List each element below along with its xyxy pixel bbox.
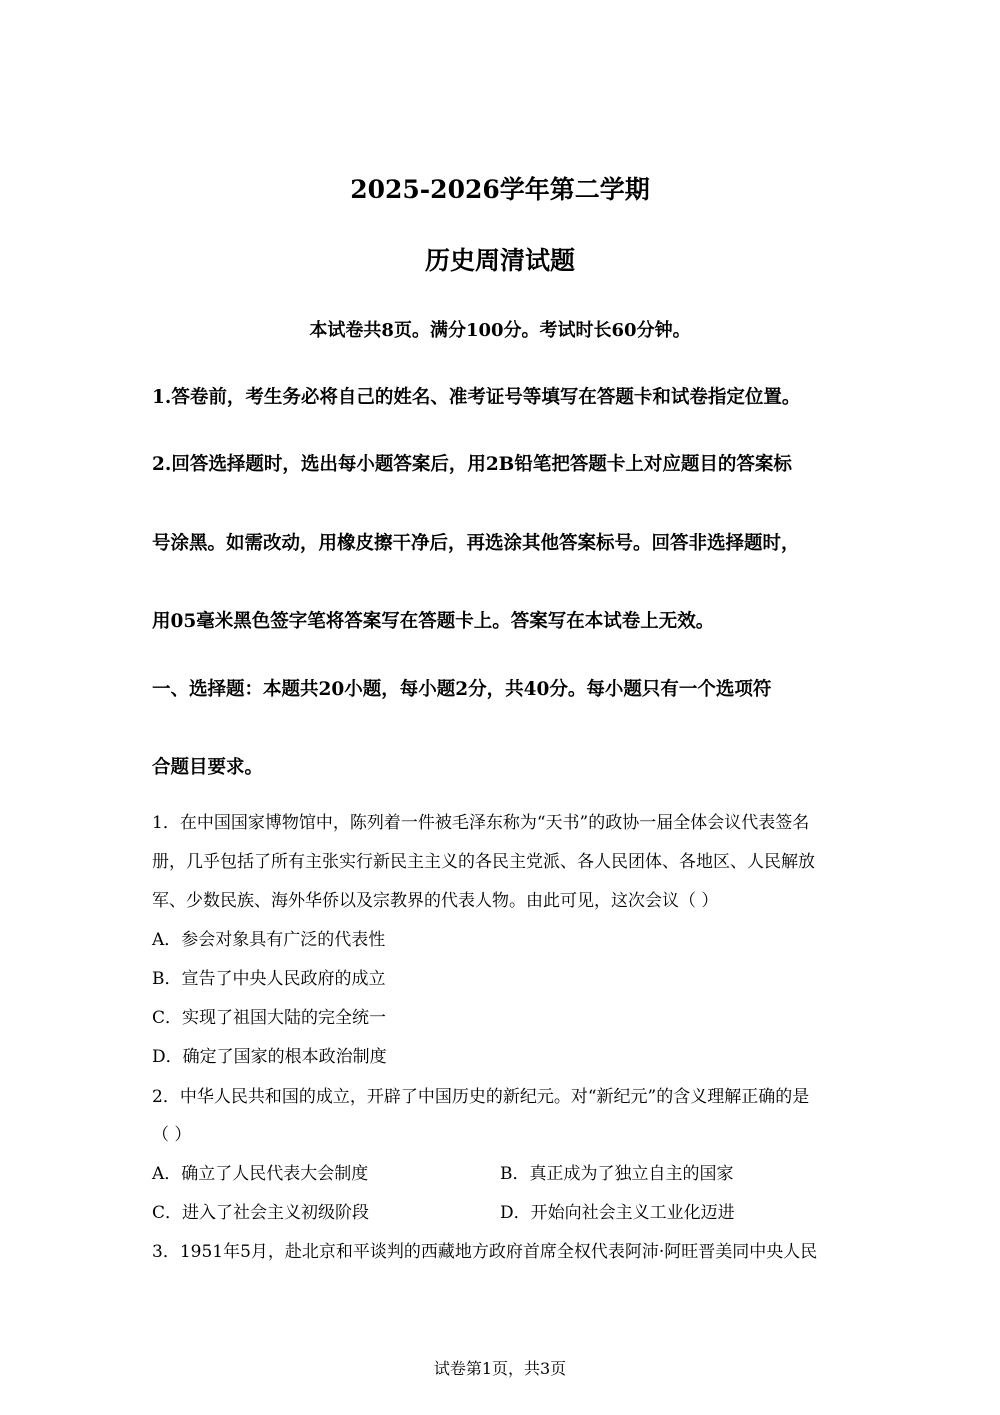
instruction-2-cont2: 用05毫米黑色签字笔将答案写在答题卡上。答案写在本试卷上无效。 xyxy=(152,611,715,632)
instruction-2-cont: 号涂黑。如需改动，用橡皮擦干净后，再选涂其他答案标号。回答非选择题时， xyxy=(152,533,800,554)
question-2-line-1: 2．中华人民共和国的成立，开辟了中国历史的新纪元。对“新纪元”的含义理解正确的是 xyxy=(152,1087,810,1107)
term-title: 2025-2026学年第二学期 xyxy=(350,175,650,204)
question-2-option-b: B．真正成为了独立自主的国家 xyxy=(500,1164,734,1184)
question-1-option-c: C．实现了祖国大陆的完全统一 xyxy=(152,1008,387,1028)
exam-title: 历史周清试题 xyxy=(424,246,575,275)
page-footer: 试卷第1页，共3页 xyxy=(433,1359,567,1378)
question-1-option-d: D．确定了国家的根本政治制度 xyxy=(152,1047,387,1067)
question-2-option-a: A．确立了人民代表大会制度 xyxy=(152,1164,369,1184)
question-1-option-b: B．宣告了中央人民政府的成立 xyxy=(152,969,386,989)
section-heading-cont: 合题目要求。 xyxy=(152,757,264,778)
question-1-line-2: 册，几乎包括了所有主张实行新民主主义的各民主党派、各人民团体、各地区、人民解放 xyxy=(152,852,815,872)
question-1-line-1: 1．在中国国家博物馆中，陈列着一件被毛泽东称为“天书”的政协一届全体会议代表签名 xyxy=(152,813,810,833)
question-3-line-1: 3．1951年5月，赴北京和平谈判的西藏地方政府首席全权代表阿沛·阿旺晋美同中央人民 xyxy=(152,1242,818,1262)
exam-summary: 本试卷共8页。满分100分。考试时长60分钟。 xyxy=(309,320,691,341)
question-1-option-a: A．参会对象具有广泛的代表性 xyxy=(152,930,386,950)
instruction-1: 1.答卷前，考生务必将自己的姓名、准考证号等填写在答题卡和试卷指定位置。 xyxy=(152,387,801,408)
question-2-line-2: （ ） xyxy=(152,1125,192,1145)
question-2-option-c: C．进入了社会主义初级阶段 xyxy=(152,1203,370,1223)
section-heading: 一、选择题：本题共20小题，每小题2分，共40分。每小题只有一个选项符 xyxy=(152,679,772,700)
question-1-line-3: 军、少数民族、海外华侨以及宗教界的代表人物。由此可见，这次会议（ ） xyxy=(152,891,719,911)
instruction-2: 2.回答选择题时，选出每小题答案后，用2B铅笔把答题卡上对应题目的答案标 xyxy=(152,454,792,475)
question-2-option-d: D．开始向社会主义工业化迈进 xyxy=(500,1203,735,1223)
